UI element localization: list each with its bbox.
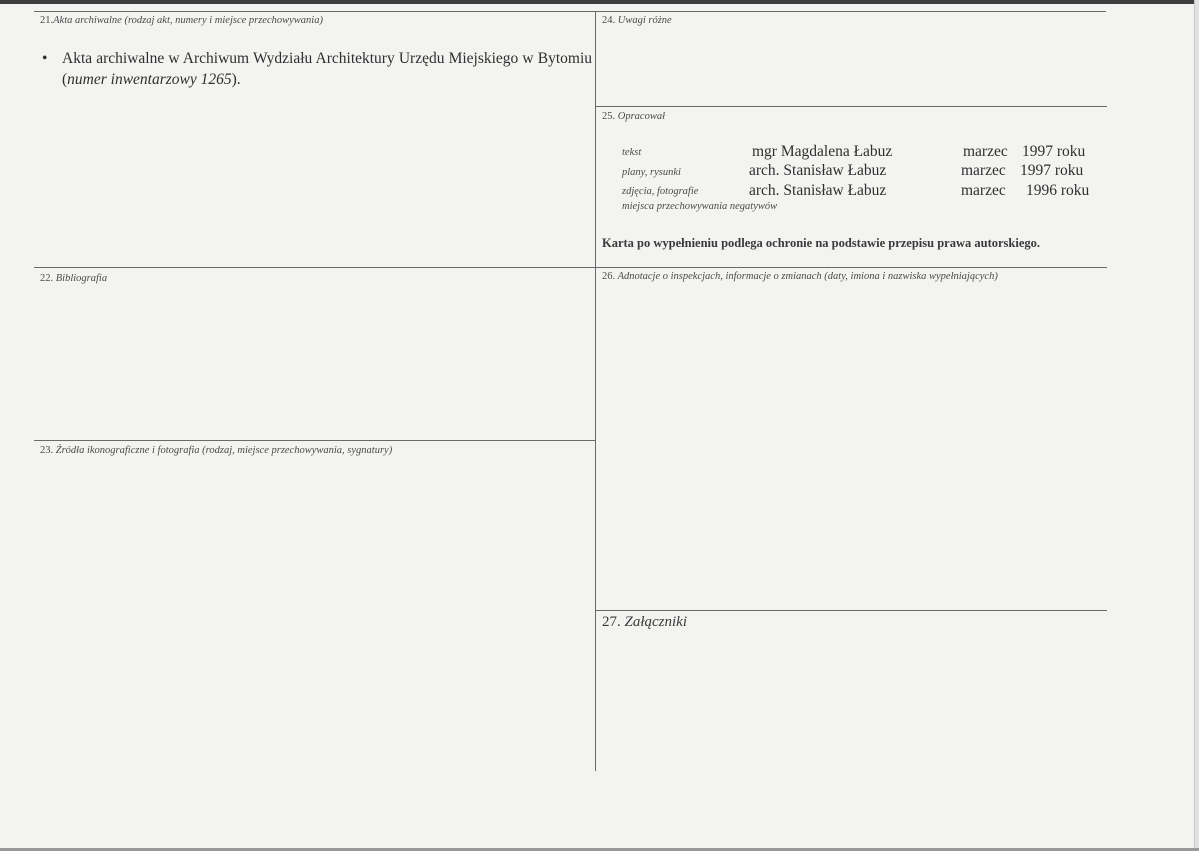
credit-name: mgr Magdalena Łabuz: [752, 143, 893, 160]
section-24-number: 24.: [602, 15, 616, 26]
section-25-number: 25.: [602, 111, 616, 122]
credit-year: 1997 roku: [1022, 143, 1086, 160]
archive-entry-text: Akta archiwalne w Archiwum Wydziału Architektury Urzędu Miejskiego w Bytomiu (: [62, 50, 592, 88]
section-21-number: 21.: [40, 15, 54, 26]
section-26-number: 26.: [602, 271, 616, 282]
archive-entry: [42, 48, 592, 90]
archive-entry-end: ).: [231, 71, 241, 88]
credit-role: zdjęcia, fotografie: [622, 186, 699, 197]
section-25-title: Opracował: [617, 111, 665, 122]
credit-month: marzec: [961, 182, 1006, 199]
right-edge: [1194, 0, 1199, 851]
section-23-number: 23.: [40, 445, 54, 456]
top-edge: [0, 0, 1199, 4]
credit-role: plany, rysunki: [622, 167, 681, 178]
credit-name: arch. Stanisław Łabuz: [749, 182, 887, 199]
rule-24-25: [596, 106, 1107, 107]
section-22-title: Bibliografia: [55, 273, 108, 284]
section-23-title: Źródła ikonograficzne i fotografia (rodzaj, miejsce przechowywania, sygnatury): [55, 445, 393, 456]
section-27-number: 27.: [602, 614, 621, 630]
center-divider: [595, 11, 596, 771]
rule-21-22: [34, 267, 595, 268]
credit-month: marzec: [961, 162, 1006, 179]
section-26-title: Adnotacje o inspekcjach, informacje o zmianach (daty, imiona i nazwiska wypełniających): [617, 271, 998, 282]
section-24-title: Uwagi różne: [617, 15, 672, 26]
credit-role: tekst: [622, 147, 642, 158]
section-25-label: [602, 111, 665, 122]
section-24-label: [602, 15, 672, 26]
rule-22-23: [34, 440, 595, 441]
credit-name: arch. Stanisław Łabuz: [749, 162, 887, 179]
section-21-label: [40, 15, 323, 26]
section-26-label: [602, 271, 998, 282]
archive-entry-inventory: numer inwentarzowy 1265: [67, 71, 232, 88]
copyright-notice: Karta po wypełnieniu podlega ochronie na podstawie przepisu prawa autorskiego.: [602, 236, 1041, 250]
section-27-label: [602, 614, 687, 631]
section-22-label: [40, 273, 107, 284]
section-23-label: [40, 445, 392, 456]
top-rule: [34, 11, 1106, 12]
credit-month: marzec: [963, 143, 1008, 160]
rule-25-26: [596, 267, 1107, 268]
negatives-label: miejsca przechowywania negatywów: [622, 201, 778, 212]
credit-year: 1997 roku: [1020, 162, 1084, 179]
credit-year: 1996 roku: [1026, 182, 1090, 199]
rule-26-27: [596, 610, 1107, 611]
section-22-number: 22.: [40, 273, 54, 284]
section-21-title: Akta archiwalne (rodzaj akt, numery i miejsce przechowywania): [53, 15, 323, 26]
bullet-icon: •: [42, 50, 48, 67]
section-27-title: Załączniki: [624, 614, 687, 630]
